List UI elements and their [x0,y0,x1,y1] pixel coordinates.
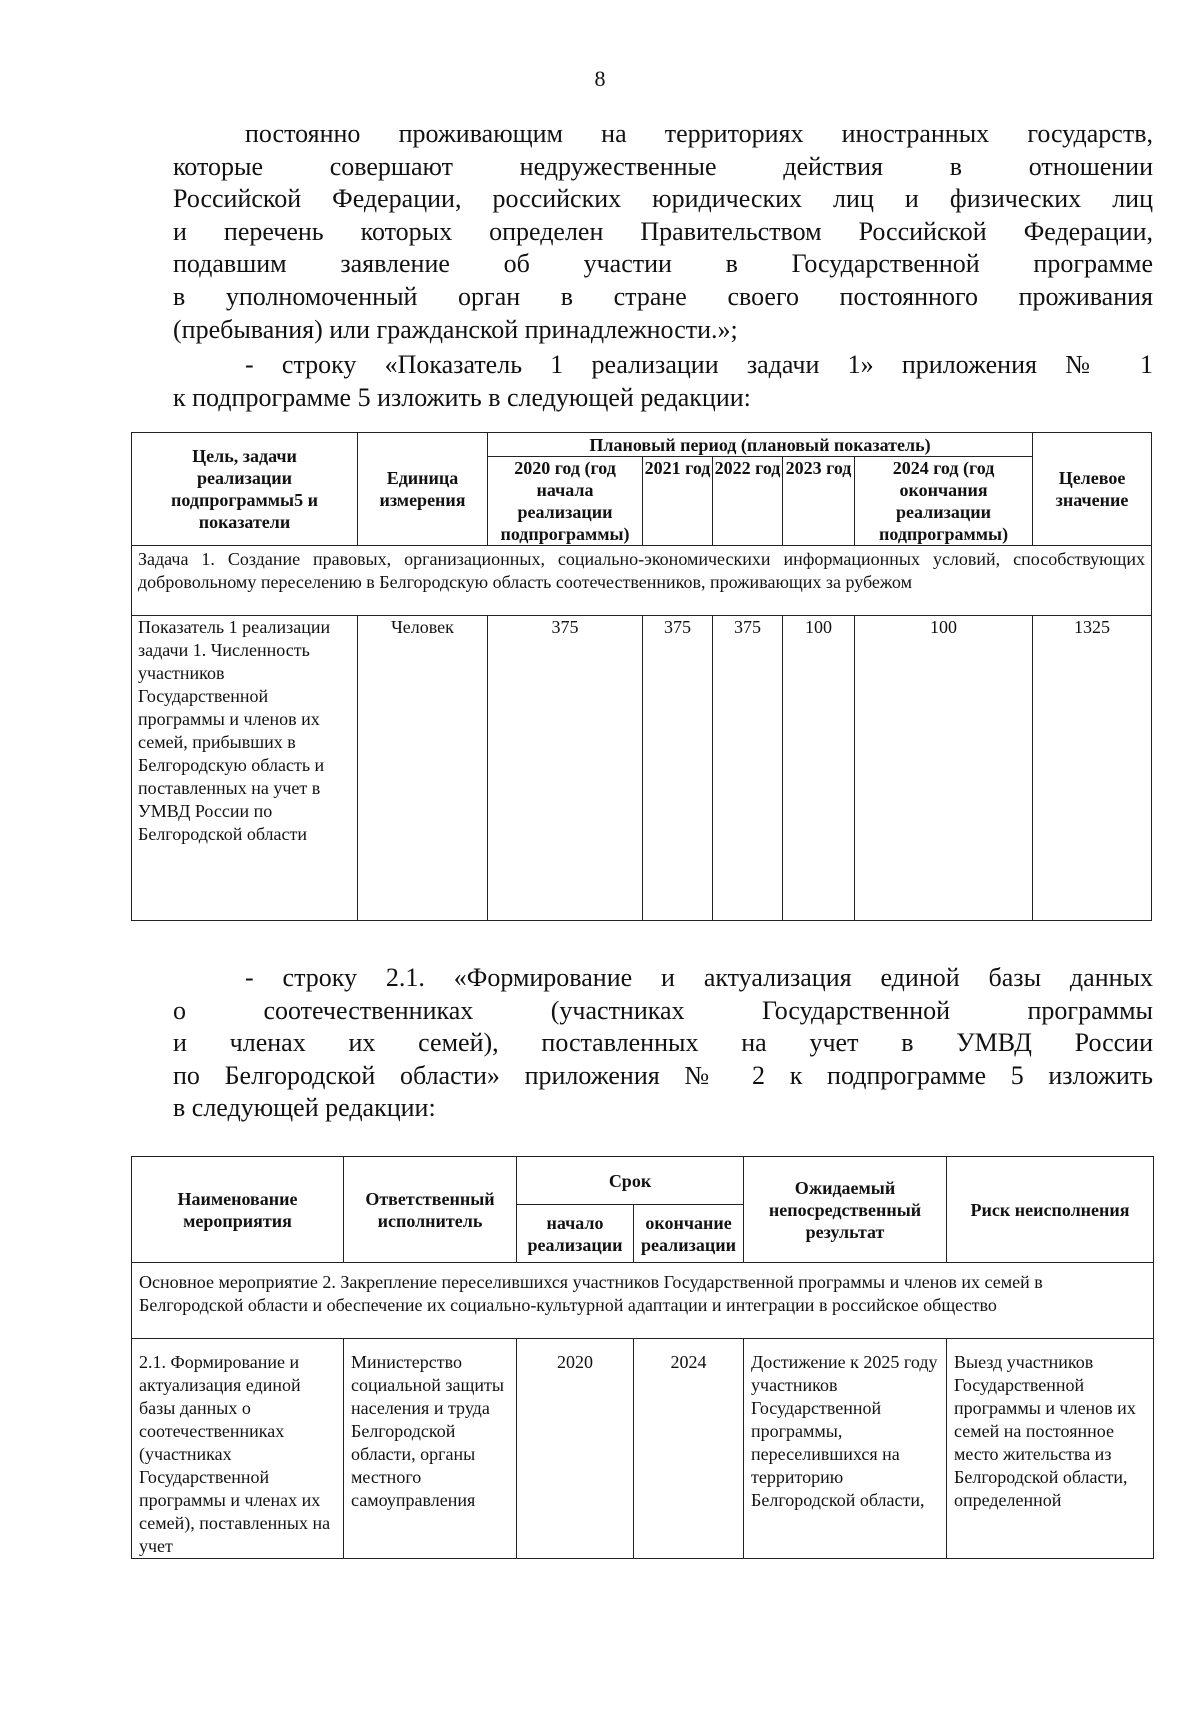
intro-paragraph [173,118,1153,346]
text-line: - строку 2.1. «Формирование и актуализация единой базы данных [245,963,1153,992]
value-target: 1325 [1033,616,1152,921]
header-2021: 2021 год [643,457,713,546]
header-goal: Цель, задачи реализации подпрограммы5 и показатели [132,433,358,546]
event-name: 2.1. Формирование и актуализация единой базы данных о соотечественниках (участниках Государственной программы и членах их семей), поставленных на учет [132,1339,344,1559]
value-2024: 100 [855,616,1033,921]
indicator-table [131,432,1152,921]
value-2020: 375 [488,616,643,921]
text-line: по Белгородской области» приложения № 2 к подпрограмме 5 изложить [173,1060,1153,1090]
page-number: 8 [594,66,606,91]
event-executor: Министерство социальной защиты населения и труда Белгородской области, органы местного самоуправления [344,1339,517,1559]
text-line: и членах их семей), поставленных на учет в УМВД России [173,1028,1153,1058]
table-row [132,1339,1154,1559]
header-period: Плановый период (плановый показатель) [488,433,1033,457]
value-2021: 375 [643,616,713,921]
indicator-unit: Человек [358,616,488,921]
text-line: Российской Федерации, российских юридических лиц и физических лиц [173,184,1153,214]
header-target: Целевое значение [1033,433,1152,546]
main-event-row: Основное мероприятие 2. Закрепление переселившихся участников Государственной программы и членов их семей в Белгородской области и обеспечение их социально-культурной адаптации и интеграции в российское общество [132,1263,1154,1339]
header-result: Ожидаемый непосредственный результат [744,1157,947,1263]
header-unit: Единица измерения [358,433,488,546]
value-2023: 100 [783,616,855,921]
text-line: которые совершают недружественные действия в отношении [173,151,1153,181]
text-line: подавшим заявление об участии в Государственной программе [173,249,1153,279]
text-line: постоянно проживающим на территориях иностранных государств, [245,119,1153,148]
header-2024: 2024 год (год окончания реализации подпрограммы) [855,457,1033,546]
table-row [132,616,1152,921]
value-2022: 375 [713,616,783,921]
header-2023: 2023 год [783,457,855,546]
header-name: Наименование мероприятия [132,1157,344,1263]
text-line: к подпрограмме 5 изложить в следующей редакции: [173,382,751,412]
event-table [131,1156,1154,1559]
event-result: Достижение к 2025 году участников Государственной программы, переселившихся на территорию Белгородской области, [744,1339,947,1559]
header-term: Срок [517,1157,744,1205]
indicator-name: Показатель 1 реализации задачи 1. Численность участников Государственной программы и членов их семей, прибывших в Белгородскую область и поставленных на учет в УМВД России по Белгородской области [132,616,358,921]
text-line: (пребывания) или гражданской принадлежности.»; [173,314,738,344]
instruction-paragraph-1 [173,349,1153,414]
event-risk: Выезд участников Государственной программы и членов их семей на постоянное место жительства из Белгородской области, определенной [947,1339,1154,1559]
header-end: окончание реализации [634,1205,744,1263]
text-line: в следующей редакции: [173,1093,436,1123]
instruction-paragraph-2 [173,962,1153,1125]
text-line: в уполномоченный орган в стране своего постоянного проживания [173,281,1153,311]
text-line: о соотечественниках (участниках Государственной программы [173,995,1153,1025]
header-2022: 2022 год [713,457,783,546]
text-line: - строку «Показатель 1 реализации задачи 1» приложения № 1 [245,350,1153,379]
event-start: 2020 [517,1339,634,1559]
header-start: начало реализации [517,1205,634,1263]
task-row: Задача 1. Создание правовых, организационных, социально-экономическихи информационных условий, способствующих добровольному переселению в Белгородскую область соотечественников, проживающих за рубежом [132,546,1152,616]
header-risk: Риск неисполнения [947,1157,1154,1263]
header-2020: 2020 год (год начала реализации подпрограммы) [488,457,643,546]
header-executor: Ответственный исполнитель [344,1157,517,1263]
event-end: 2024 [634,1339,744,1559]
text-line: и перечень которых определен Правительством Российской Федерации, [173,216,1153,246]
